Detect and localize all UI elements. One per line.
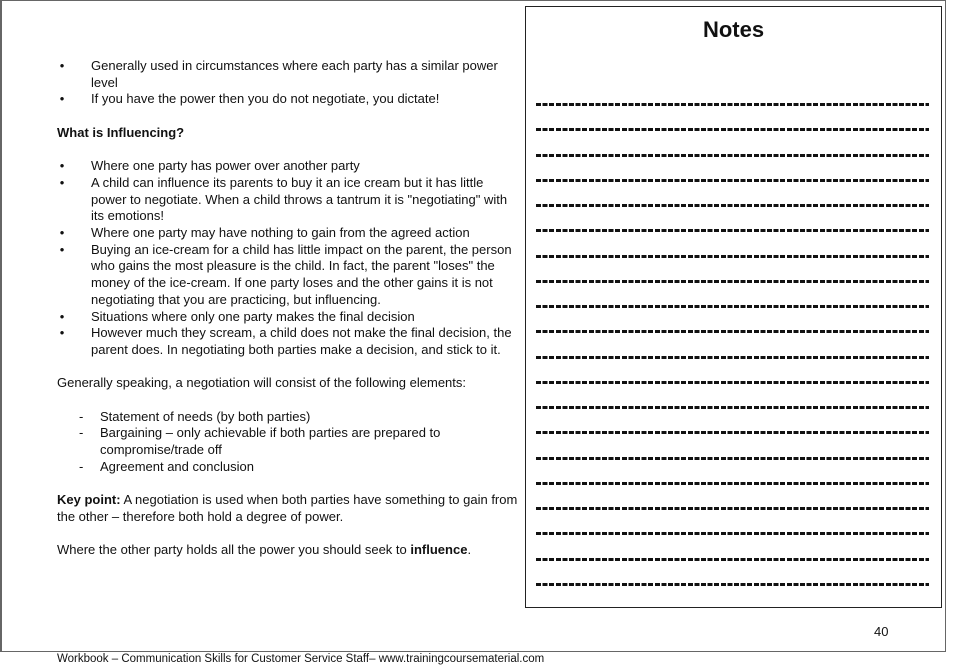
- bullet-icon: •: [59, 174, 65, 190]
- notes-writing-line: [536, 154, 929, 157]
- notes-writing-line: [536, 229, 929, 232]
- elements-intro: Generally speaking, a negotiation will consist of the following elements:: [57, 375, 467, 391]
- notes-title: Notes: [702, 17, 765, 42]
- list-item: • A child can influence its parents to buy it an ice cream but it has little power to negotiate. When a child throws a tantrum it is "negotiating" with its emotions!: [57, 175, 519, 225]
- notes-writing-line: [536, 457, 929, 460]
- list-item: - Bargaining – only achievable if both parties are prepared to compromise/trade off: [79, 425, 441, 458]
- key-point-label: Key point:: [57, 492, 121, 508]
- list-item: • Where one party may have nothing to gain from the agreed action: [57, 225, 519, 242]
- key-point: [57, 492, 519, 525]
- section-heading: What is Influencing?: [57, 124, 185, 140]
- bullet-icon: •: [59, 58, 65, 73]
- dash-icon: -: [79, 458, 84, 474]
- notes-writing-line: [536, 532, 929, 535]
- dash-icon: -: [79, 408, 84, 424]
- list-item: - Agreement and conclusion: [79, 458, 254, 474]
- notes-writing-line: [536, 558, 929, 561]
- notes-writing-line: [536, 204, 929, 207]
- list-item: - Statement of needs (by both parties): [79, 408, 311, 424]
- list-item: • Generally used in circumstances where each party has a similar power level: [57, 58, 519, 91]
- notes-writing-line: [536, 482, 929, 485]
- list-item: • Where one party has power over another party: [57, 158, 519, 175]
- intro-bullet-list: [57, 58, 519, 108]
- bullet-icon: •: [59, 308, 65, 324]
- notes-writing-line: [536, 128, 929, 131]
- notes-writing-line: [536, 381, 929, 384]
- bullet-icon: •: [59, 91, 65, 107]
- bullet-icon: •: [59, 325, 65, 341]
- notes-writing-line: [536, 330, 929, 333]
- influencing-bullet-list: [57, 158, 519, 358]
- notes-writing-line: [536, 356, 929, 359]
- notes-writing-line: [536, 280, 929, 283]
- notes-writing-line: [536, 431, 929, 434]
- notes-writing-line: [536, 507, 929, 510]
- notes-writing-line: [536, 103, 929, 106]
- bullet-icon: •: [59, 225, 65, 240]
- main-content: [57, 58, 519, 559]
- list-item: • Situations where only one party makes the final decision: [57, 309, 519, 326]
- list-item: • Buying an ice-cream for a child has little impact on the parent, the person who gains the most pleasure is the child. In fact, the parent "loses" the money of the ice-cream. If one party loses and the other gains it is not negotiating that you are practicing, but influencing.: [57, 242, 519, 309]
- notes-writing-line: [536, 406, 929, 409]
- notes-writing-line: [536, 305, 929, 308]
- list-item: • However much they scream, a child does not make the final decision, the parent does. In negotiating both parties make a decision, and stick to it.: [57, 325, 519, 358]
- notes-writing-line: [536, 583, 929, 586]
- elements-list: [57, 409, 519, 476]
- dash-icon: -: [79, 425, 84, 441]
- notes-writing-line: [536, 179, 929, 182]
- page-number: 40: [874, 624, 889, 639]
- key-point-text: A negotiation is used when both parties have something to gain from the other – therefore both hold a degree of power.: [57, 492, 518, 524]
- bullet-icon: •: [59, 241, 65, 257]
- list-item: • If you have the power then you do not negotiate, you dictate!: [57, 91, 519, 108]
- closing-paragraph: Where the other party holds all the power you should seek to influence.: [57, 542, 472, 558]
- notes-box: [525, 6, 942, 608]
- footer: Workbook – Communication Skills for Customer Service Staff– www.trainingcoursematerial.com: [57, 653, 545, 665]
- bullet-icon: •: [59, 158, 65, 174]
- emphasis-influence: influence: [410, 542, 468, 558]
- notes-writing-line: [536, 255, 929, 258]
